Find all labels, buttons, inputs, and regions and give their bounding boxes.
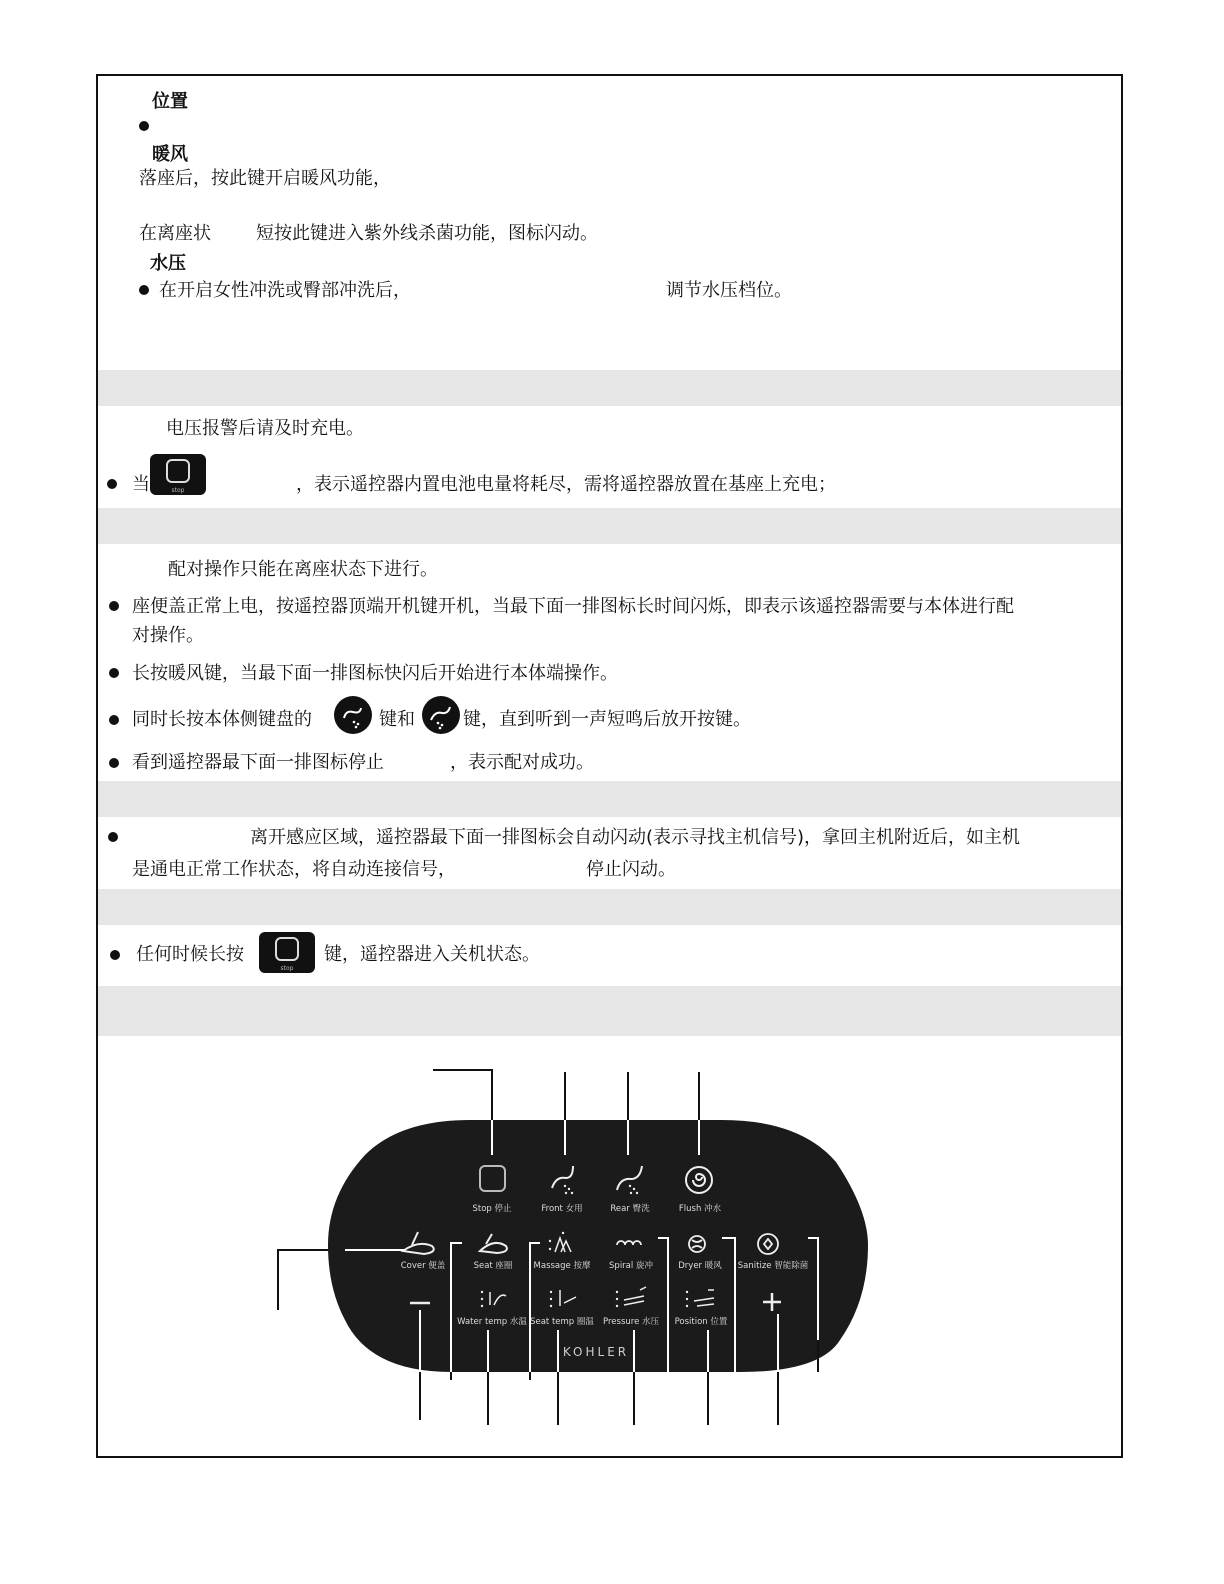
label-stop: Stop 停止 <box>472 1204 512 1214</box>
stop-button-icon: stop <box>150 454 206 495</box>
dryer-title: 暖风 <box>152 144 188 165</box>
pairing-step1-line1: 座便盖正常上电，按遥控器顶端开机键开机，当最下面一排图标长时间闪烁，即表示该遥控器需要与本体进行配 <box>132 596 1014 617</box>
poweroff-text-b: 键，遥控器进入关机状态。 <box>324 944 540 965</box>
pairing-step3-c: 键，直到听到一声短鸣后放开按键。 <box>463 709 751 730</box>
sanitize-desc-b: 短按此键进入紫外线杀菌功能，图标闪动。 <box>256 223 598 244</box>
pressure-title: 水压 <box>150 253 186 274</box>
label-cover: Cover 便盖 <box>400 1261 446 1271</box>
reconnect-line2-a: 是通电正常工作状态，将自动连接信号， <box>132 859 456 880</box>
dryer-desc: 落座后，按此键开启暖风功能， <box>139 168 391 189</box>
remote-body <box>328 1120 868 1372</box>
pressure-desc-b: 调节水压档位。 <box>666 280 792 301</box>
label-seat-temp: Seat temp 圈温 <box>530 1317 594 1327</box>
reconnect-line2-b: 停止闪动。 <box>586 859 676 880</box>
battery-text: ，表示遥控器内置电池电量将耗尽，需将遥控器放置在基座上充电； <box>296 474 836 495</box>
battery-note: 电压报警后请及时充电。 <box>166 418 364 439</box>
label-front: Front 女用 <box>541 1204 583 1214</box>
label-seat: Seat 座圈 <box>473 1261 513 1271</box>
label-position: Position 位置 <box>674 1317 728 1327</box>
pairing-step2: 长按暖风键，当最下面一排图标快闪后开始进行本体端操作。 <box>132 663 618 684</box>
label-massage: Massage 按摩 <box>533 1261 591 1271</box>
pressure-desc-a: 在开启女性冲洗或臀部冲洗后， <box>159 280 411 301</box>
label-pressure: Pressure 水压 <box>603 1317 659 1327</box>
sanitize-desc-a: 在离座状 <box>139 223 211 244</box>
pairing-step1-line2: 对操作。 <box>132 625 204 646</box>
label-rear: Rear 臀洗 <box>610 1204 650 1214</box>
label-sanitize: Sanitize 智能除菌 <box>737 1261 809 1271</box>
pairing-step4-b: ，表示配对成功。 <box>450 752 594 773</box>
label-flush: Flush 冲水 <box>678 1204 722 1214</box>
label-dryer: Dryer 暖风 <box>678 1261 722 1271</box>
pairing-note: 配对操作只能在离座状态下进行。 <box>168 559 438 580</box>
brand-logo: KOHLER <box>562 1345 630 1359</box>
label-spiral: Spiral 旋冲 <box>609 1261 653 1271</box>
poweroff-text-a: 任何时候长按 <box>136 944 244 965</box>
battery-prefix: 当 <box>132 474 150 495</box>
pairing-step3-b: 键和 <box>379 709 415 730</box>
pairing-step4-a: 看到遥控器最下面一排图标停止 <box>132 752 384 773</box>
position-title: 位置 <box>152 91 188 112</box>
stop-button-icon: stop <box>259 932 315 973</box>
label-water-temp: Water temp 水温 <box>457 1317 527 1327</box>
pairing-step3-a: 同时长按本体侧键盘的 <box>132 709 312 730</box>
reconnect-line1: 离开感应区域，遥控器最下面一排图标会自动闪动(表示寻找主机信号)，拿回主机附近后，如主机 <box>250 827 1021 848</box>
